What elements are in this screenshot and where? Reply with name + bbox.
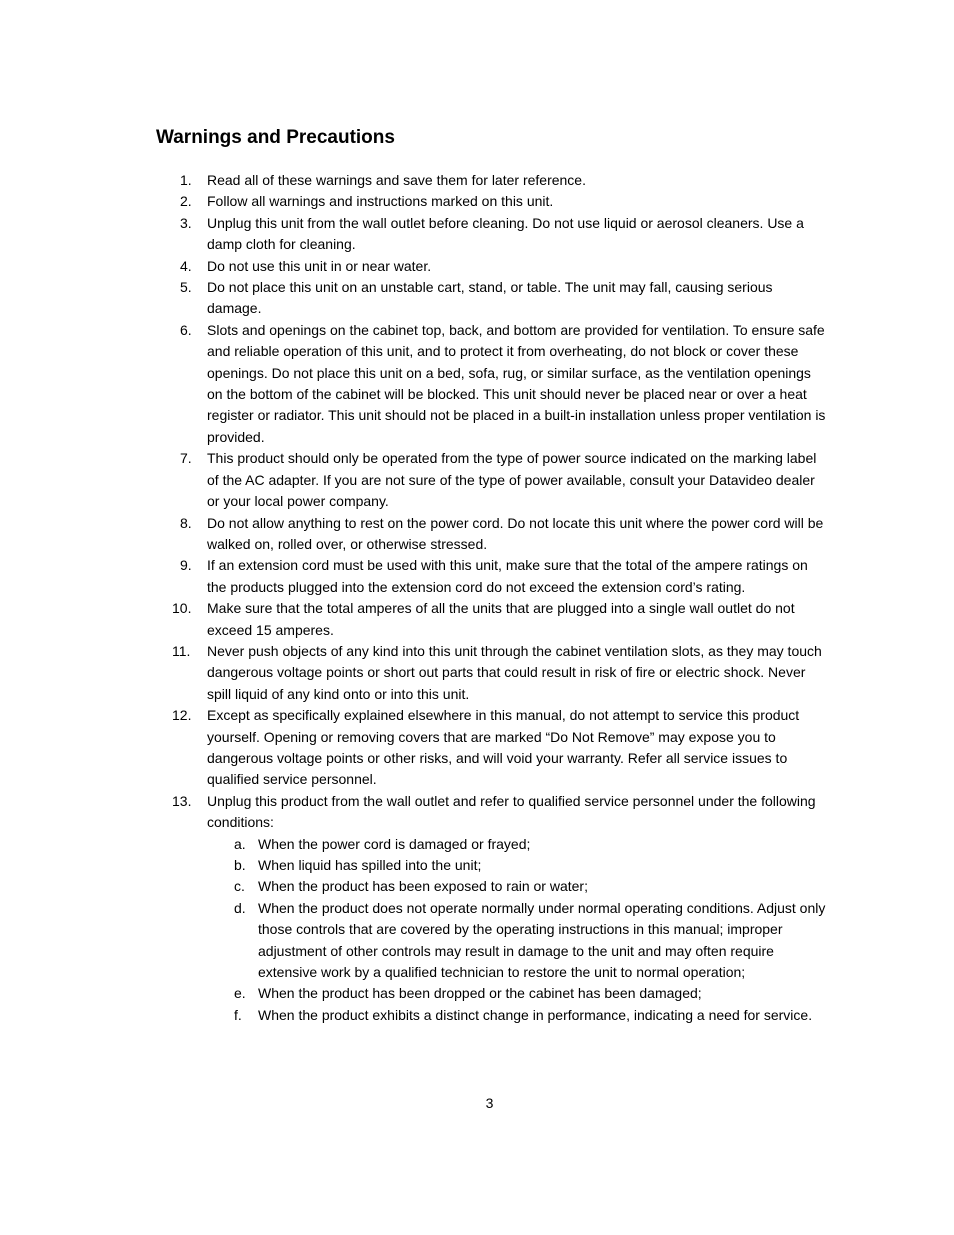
subitem-letter: a.: [234, 835, 246, 852]
subitem-text: When the product has been dropped or the cabinet has been damaged;: [258, 985, 702, 1002]
warnings-list: [172, 170, 830, 1026]
page-title: Warnings and Precautions: [156, 127, 395, 148]
list-item: [180, 320, 830, 448]
item-text: Slots and openings on the cabinet top, back, and bottom are provided for ventilation. To ensure safe and reliable operation of this unit, and to protect it from overheating, do not block or cover these openings. Do not place this unit on a bed, sofa, rug, or similar surface, as the ventilation openings on the bottom of the cabinet will be blocked. This unit should never be placed near or over a heat register or radiator. This unit should not be placed in a built-in installation unless proper ventilation is provided.: [207, 321, 826, 445]
subitem-letter: e.: [234, 985, 246, 1002]
subitem-letter: b.: [234, 857, 246, 873]
item-text: Follow all warnings and instructions marked on this unit.: [207, 193, 554, 210]
item-number: 5.: [180, 279, 192, 296]
subitem-text: When the product has been exposed to rain or water;: [258, 878, 588, 895]
subitem-letter: f.: [234, 1006, 242, 1023]
subitem-text: When the power cord is damaged or frayed;: [258, 835, 531, 852]
list-item: [180, 191, 830, 212]
subitem-text: When the product does not operate normally under normal operating conditions. Adjust only those controls that are covered by the operating instructions in this manual; improper adjustment of other controls may result in damage to the unit and may often require extensive work by a qualified technician to restore the unit to normal operation;: [258, 899, 826, 981]
item-text: Unplug this product from the wall outlet and refer to qualified service personnel under the following conditions:: [207, 792, 816, 831]
item-text: Unplug this unit from the wall outlet before cleaning. Do not use liquid or aerosol cleaners. Use a damp cloth for cleaning.: [207, 214, 804, 253]
sublist-item: [207, 1005, 830, 1026]
item-text: Except as specifically explained elsewhere in this manual, do not attempt to service this product yourself. Opening or removing covers that are marked “Do Not Remove” may expose you to dangerous voltage points or other risks, and will void your warranty. Refer all service issues to qualified service personnel.: [207, 707, 800, 788]
item-text: If an extension cord must be used with this unit, make sure that the total of the ampere ratings on the products plugged into the extension cord do not exceed the extension cord’s rating.: [207, 557, 808, 595]
item-number: 8.: [180, 514, 192, 531]
item-text: Make sure that the total amperes of all the units that are plugged into a single wall outlet do not exceed 15 amperes.: [207, 600, 795, 638]
item-number: 6.: [180, 321, 192, 338]
item-text: Read all of these warnings and save them for later reference.: [207, 172, 586, 188]
list-item: [172, 641, 830, 705]
sublist-item: [207, 898, 830, 984]
item-number: 7.: [180, 450, 192, 467]
item-number: 1.: [180, 172, 192, 188]
subitem-text: When the product exhibits a distinct change in performance, indicating a need for service.: [258, 1006, 813, 1023]
item-number: 13.: [172, 792, 192, 809]
item-number: 9.: [180, 557, 192, 574]
item-text: This product should only be operated from the type of power source indicated on the marking label of the AC adapter. If you are not sure of the type of power available, consult your Datavideo dealer or your local power company.: [207, 450, 817, 510]
list-item: [180, 256, 830, 277]
item-text: Never push objects of any kind into this unit through the cabinet ventilation slots, as they may touch dangerous voltage points or short out parts that could result in risk of fire or electric shock. Never spill liquid of any kind onto or into this unit.: [207, 642, 822, 702]
item-text: Do not allow anything to rest on the power cord. Do not locate this unit where the power cord will be walked on, rolled over, or otherwise stressed.: [207, 514, 824, 552]
conditions-sublist: [207, 834, 830, 1027]
item-number: 10.: [172, 600, 192, 617]
list-item: [180, 448, 830, 512]
item-number: 11.: [172, 642, 191, 659]
item-number: 2.: [180, 193, 192, 210]
item-number: 12.: [172, 707, 192, 724]
subitem-letter: c.: [234, 878, 245, 895]
item-text: Do not use this unit in or near water.: [207, 257, 432, 274]
item-number: 4.: [180, 257, 192, 274]
page-number: 3: [485, 1095, 494, 1111]
list-item: [172, 598, 830, 641]
subitem-text: When liquid has spilled into the unit;: [258, 857, 482, 873]
list-item: [180, 277, 830, 320]
list-item: [172, 791, 830, 1026]
item-number: 3.: [180, 214, 192, 231]
list-item: [180, 170, 830, 191]
list-item: [180, 555, 830, 598]
sublist-item: [207, 983, 830, 1004]
sublist-item: [207, 876, 830, 897]
sublist-item: [207, 834, 830, 855]
item-text: Do not place this unit on an unstable cart, stand, or table. The unit may fall, causing serious damage.: [207, 279, 773, 317]
list-item: [172, 705, 830, 791]
list-item: [180, 513, 830, 556]
subitem-letter: d.: [234, 899, 246, 916]
list-item: [180, 213, 830, 256]
sublist-item: [207, 855, 830, 876]
